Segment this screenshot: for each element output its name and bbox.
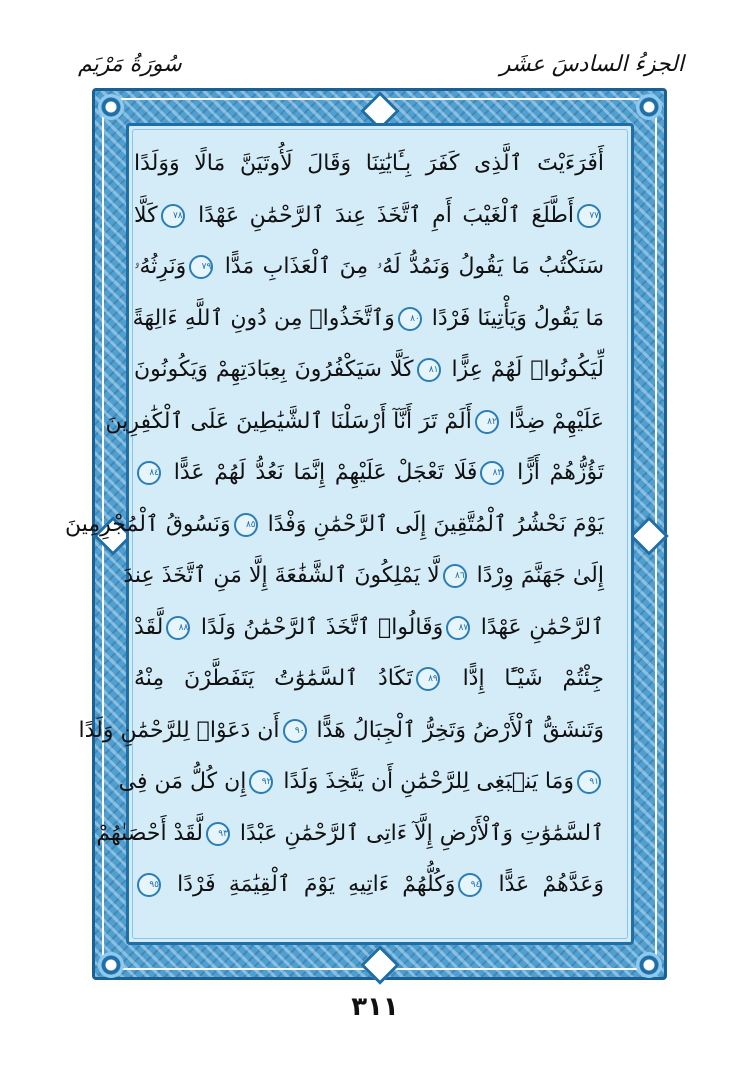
- verse-text: سَنَكْتُبُ مَا يَقُولُ وَنَمُدُّ لَهُۥ مِنَ ٱلْعَذَابِ مَدًّا: [216, 254, 604, 279]
- text-line: [65, 501, 604, 549]
- verse-text: فَلَا تَعْجَلْ عَلَيْهِمْ إِنَّمَا نَعُدُّ لَهُمْ عَدًّا: [164, 460, 478, 485]
- text-line: [134, 655, 604, 703]
- text-line: [134, 604, 604, 652]
- verse-text: وَنَرِثُهُۥ: [134, 254, 187, 279]
- verse-text: وَنَسُوقُ ٱلْمُجْرِمِينَ: [65, 511, 231, 537]
- corner-ornament: [98, 952, 124, 978]
- text-line: [78, 707, 604, 755]
- ayah-number-marker: ٧٩: [189, 255, 213, 279]
- ayah-number-marker: ٨١: [417, 358, 441, 382]
- verse-text: تَؤُزُّهُمْ أَزًّا: [507, 460, 604, 485]
- text-line: [96, 810, 604, 858]
- verse-text: لَّقَدْ أَحْصَىٰهُمْ: [96, 820, 203, 846]
- verse-text: أَلَمْ تَرَ أَنَّآ أَرْسَلْنَا ٱلشَّيَٰطِينَ عَلَى ٱلْكَٰفِرِينَ: [105, 408, 472, 434]
- verse-text: أَفَرَءَيْتَ ٱلَّذِى كَفَرَ بِـَٔايَٰتِنَا وَقَالَ لَأُوتَيَنَّ مَالًا وَوَلَدًا: [134, 151, 604, 176]
- ayah-number-marker: ٨٤: [137, 461, 161, 485]
- text-line: [134, 243, 604, 291]
- ayah-number-marker: ٨٢: [475, 410, 499, 434]
- verse-text: وَٱتَّخَذُوا۟ مِن دُونِ ٱللَّهِ ءَالِهَةً: [132, 305, 395, 331]
- text-line: [134, 192, 604, 240]
- ayah-number-marker: ٩٠: [283, 719, 307, 743]
- text-line: [123, 552, 604, 600]
- verse-text: ٱلسَّمَٰوَٰتِ وَٱلْأَرْضِ إِلَّآ ءَاتِى ٱلرَّحْمَٰنِ عَبْدًا: [232, 820, 604, 846]
- verse-text: كَلَّا سَيَكْفُرُونَ بِعِبَادَتِهِمْ وَيَكُونُونَ: [134, 357, 414, 382]
- ayah-number-marker: ٧٧: [577, 204, 601, 228]
- ayah-number-marker: ٨٥: [234, 513, 258, 537]
- page-number: ٣١١: [351, 992, 399, 1022]
- verse-text: أَطَّلَعَ ٱلْغَيْبَ أَمِ ٱتَّخَذَ عِندَ ٱلرَّحْمَٰنِ عَهْدًا: [187, 202, 574, 228]
- ayah-number-marker: ٩٢: [249, 770, 273, 794]
- surah-title: سُورَةُ مَرْيَم: [78, 52, 182, 77]
- ayah-number-marker: ٩٤: [458, 873, 482, 897]
- text-line: [134, 295, 604, 343]
- text-line: [134, 449, 604, 497]
- text-line: [134, 140, 604, 188]
- ayah-number-marker: ٩١: [577, 770, 601, 794]
- verse-text: لِّيَكُونُوا۟ لَهُمْ عِزًّا: [443, 357, 604, 382]
- verse-text: إِن كُلُّ مَن فِى: [118, 769, 247, 794]
- verse-text: كَلَّا: [134, 202, 158, 228]
- verse-text: عَلَيْهِمْ ضِدًّا: [501, 408, 604, 434]
- ayah-number-marker: ٧٨: [161, 204, 185, 228]
- verse-text: وَقَالُوا۟ ٱتَّخَذَ ٱلرَّحْمَٰنُ وَلَدًا: [193, 614, 444, 640]
- verse-text: وَمَا يَنۢبَغِى لِلرَّحْمَٰنِ أَن يَتَّخِذَ وَلَدًا: [276, 769, 574, 794]
- corner-ornament: [98, 94, 124, 120]
- verse-text: يَوْمَ نَحْشُرُ ٱلْمُتَّقِينَ إِلَى ٱلرَّحْمَٰنِ وَفْدًا: [260, 511, 604, 537]
- verse-text: لَّا يَمْلِكُونَ ٱلشَّفَٰعَةَ إِلَّا مَنِ ٱتَّخَذَ عِندَ: [123, 563, 440, 588]
- verse-text: إِلَىٰ جَهَنَّمَ وِرْدًا: [469, 563, 604, 588]
- corner-ornament: [636, 952, 662, 978]
- ayah-number-marker: ٨٩: [416, 667, 440, 691]
- text-line: [134, 861, 604, 909]
- verse-text: أَن دَعَوْا۟ لِلرَّحْمَٰنِ وَلَدًا: [78, 717, 280, 743]
- text-line: [118, 758, 604, 806]
- ayah-number-marker: ٨٨: [166, 616, 190, 640]
- verse-text: تَكَادُ ٱلسَّمَٰوَٰتُ يَتَفَطَّرْنَ مِنْهُ: [134, 666, 413, 691]
- ayah-number-marker: ٩٥: [137, 873, 161, 897]
- verse-text: ٱلرَّحْمَٰنِ عَهْدًا: [473, 614, 604, 640]
- verse-text: وَعَدَّهُمْ عَدًّا: [485, 872, 604, 897]
- verse-text: لَّقَدْ: [134, 614, 164, 640]
- corner-ornament: [636, 94, 662, 120]
- ayah-number-marker: ٨٦: [443, 564, 467, 588]
- ayah-number-marker: ٨٠: [398, 307, 422, 331]
- verse-text: مَا يَقُولُ وَيَأْتِينَا فَرْدًا: [424, 305, 604, 331]
- text-line: [134, 346, 604, 394]
- text-line: [105, 398, 604, 446]
- ayah-number-marker: ٨٣: [480, 461, 504, 485]
- verse-text: جِئْتُمْ شَيْـًٔا إِدًّا: [442, 666, 604, 691]
- verse-text: وَتَنشَقُّ ٱلْأَرْضُ وَتَخِرُّ ٱلْجِبَالُ هَدًّا: [309, 717, 604, 743]
- ayah-number-marker: ٩٣: [206, 822, 230, 846]
- verse-text: وَكُلُّهُمْ ءَاتِيهِ يَوْمَ ٱلْقِيَٰمَةِ فَرْدًا: [164, 872, 456, 897]
- juz-title: الجزءُ السادسَ عشَر: [499, 52, 684, 77]
- ayah-number-marker: ٨٧: [446, 616, 470, 640]
